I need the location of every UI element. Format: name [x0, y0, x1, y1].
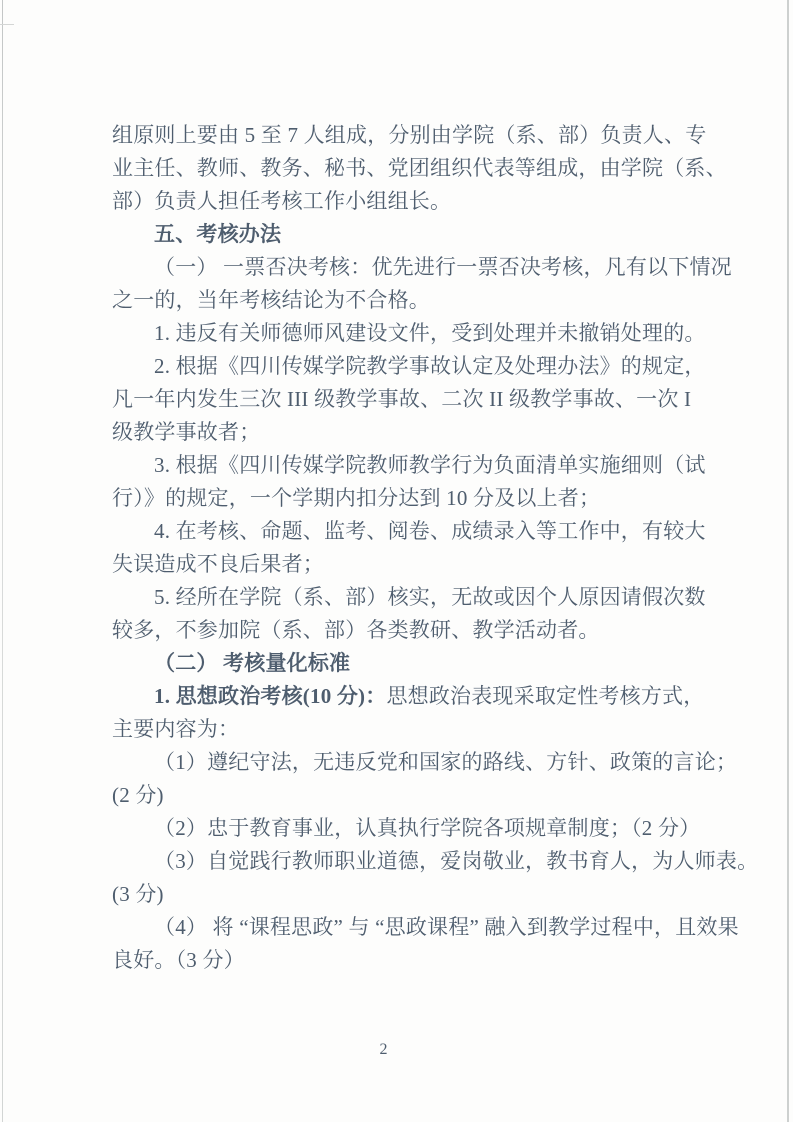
text-run: 凡一年内发生三次 III 级教学事故、二次 II 级教学事故、一次 I	[112, 387, 692, 411]
text-run: （2）忠于教育事业，认真执行学院各项规章制度；（2 分）	[154, 816, 701, 840]
text-line	[112, 350, 712, 383]
text-run: (2 分)	[112, 783, 164, 807]
text-line	[112, 284, 712, 317]
text-line	[112, 383, 712, 416]
text-run: 5. 经所在学院（系、部）核实，无故或因个人原因请假次数	[154, 585, 706, 609]
text-line	[112, 416, 712, 449]
text-line	[112, 944, 712, 977]
text-line	[112, 185, 712, 218]
bold-text-run: （二） 考核量化标准	[154, 651, 351, 675]
text-run: 良好。（3 分）	[112, 948, 245, 972]
text-run: 1. 违反有关师德师风建设文件，受到处理并未撤销处理的。	[154, 321, 706, 345]
bold-text-run: 五、考核办法	[154, 222, 282, 246]
text-run: （4） 将 “课程思政” 与 “思政课程” 融入到教学过程中，且效果	[154, 915, 739, 939]
text-line	[112, 746, 738, 779]
bold-text-run: 1. 思想政治考核(10 分)：	[154, 684, 387, 708]
text-line	[112, 779, 712, 812]
text-run: （1）遵纪守法，无违反党和国家的路线、方针、政策的言论；	[154, 750, 738, 774]
text-run: 4. 在考核、命题、监考、阅卷、成绩录入等工作中，有较大	[154, 519, 706, 543]
text-line	[112, 680, 712, 713]
text-run: 部）负责人担任考核工作小组组长。	[112, 189, 452, 213]
text-run: 较多，不参加院（系、部）各类教研、教学活动者。	[112, 618, 600, 642]
text-run: 2. 根据《四川传媒学院教学事故认定及处理办法》的规定，	[154, 354, 706, 378]
text-run: 行）》的规定，一个学期内扣分达到 10 分及以上者；	[112, 486, 601, 510]
text-line	[112, 812, 712, 845]
text-line	[112, 713, 712, 746]
text-line	[112, 614, 712, 647]
text-run: 组原则上要由 5 至 7 人组成，分别由学院（系、部）负责人、专	[112, 123, 707, 147]
text-line	[112, 218, 712, 251]
text-line	[112, 152, 727, 185]
text-line	[112, 449, 712, 482]
scan-artifact-tick	[0, 24, 14, 25]
scan-edge-left	[2, 0, 3, 1122]
text-line	[112, 317, 712, 350]
text-run: 级教学事故者；	[112, 420, 261, 444]
text-line	[112, 878, 712, 911]
text-run: 业主任、教师、教务、秘书、党团组织代表等组成，由学院（系、	[112, 156, 727, 180]
text-run: （一） 一票否决考核：优先进行一票否决考核，凡有以下情况	[154, 255, 732, 279]
text-line	[112, 251, 732, 284]
text-line	[112, 647, 712, 680]
text-line	[112, 845, 759, 878]
text-run: （3）自觉践行教师职业道德，爱岗敬业，教书育人，为人师表。	[154, 849, 759, 873]
text-line	[112, 119, 712, 152]
text-line	[112, 911, 739, 944]
text-run: 主要内容为：	[112, 717, 240, 741]
text-line	[112, 515, 712, 548]
text-line	[112, 581, 712, 614]
page-number: 2	[379, 1041, 388, 1058]
text-run: 思想政治表现采取定性考核方式，	[386, 684, 705, 708]
text-run: 之一的，当年考核结论为不合格。	[112, 288, 430, 312]
scan-edge-right	[787, 0, 789, 1122]
text-run: 失误造成不良后果者；	[112, 552, 324, 576]
document-body	[112, 119, 759, 977]
text-run: 3. 根据《四川传媒学院教师教学行为负面清单实施细则（试	[154, 453, 706, 477]
text-line	[112, 548, 712, 581]
text-run: (3 分)	[112, 882, 164, 906]
text-line	[112, 482, 712, 515]
